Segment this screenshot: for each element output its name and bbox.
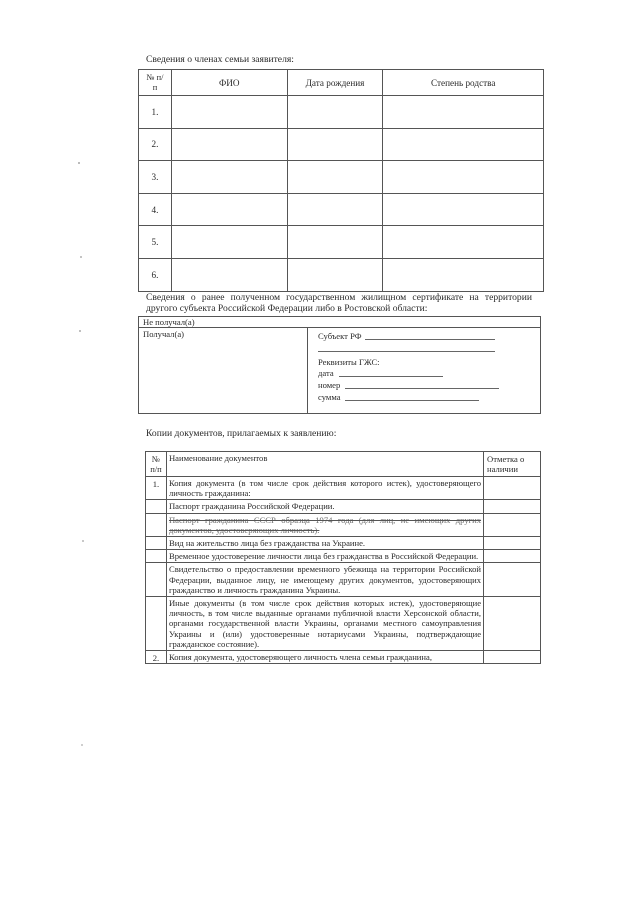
document-name: Временное удостоверение личности лица без гражданства в Российской Федерации. <box>166 550 483 563</box>
subject-field-continued[interactable] <box>318 351 495 352</box>
row-number <box>146 537 167 550</box>
row-number <box>146 597 167 651</box>
availability-mark-cell[interactable] <box>484 513 541 536</box>
scan-speck <box>82 540 84 542</box>
table-row <box>139 128 544 161</box>
name-cell[interactable] <box>171 128 287 161</box>
availability-mark-cell[interactable] <box>484 477 541 500</box>
availability-mark-cell[interactable] <box>484 550 541 563</box>
relation-cell[interactable] <box>383 128 544 161</box>
row-number: 2. <box>139 128 172 161</box>
row-number: 1. <box>139 96 172 129</box>
scan-speck <box>80 256 82 258</box>
dob-cell[interactable] <box>287 161 383 194</box>
not-received-option[interactable]: Не получал(а) <box>143 317 195 327</box>
name-cell[interactable] <box>171 258 287 291</box>
subject-label: Субъект РФ <box>318 331 362 341</box>
availability-mark-cell[interactable] <box>484 651 541 664</box>
table-row <box>139 193 544 226</box>
table-row <box>139 226 544 259</box>
row-number: 5. <box>139 226 172 259</box>
received-option[interactable]: Получал(а) <box>143 329 185 339</box>
certificate-section-heading: Сведения о ранее полученном государственном жилищном сертификате на территории другого субъекта Российской Федерации либо в Ростовской области: <box>146 292 532 314</box>
divider <box>307 327 308 413</box>
scan-speck <box>79 330 81 332</box>
availability-mark-cell[interactable] <box>484 500 541 513</box>
header-document-name: Наименование документов <box>166 452 483 477</box>
row-number <box>146 513 167 536</box>
table-row <box>146 597 541 651</box>
availability-mark-cell[interactable] <box>484 563 541 597</box>
table-row <box>146 563 541 597</box>
table-row <box>146 550 541 563</box>
table-row <box>139 161 544 194</box>
family-section-heading: Сведения о членах семьи заявителя: <box>146 54 294 65</box>
document-name: Копия документа (в том числе срок действия которого истек), удостоверяющего личность гражданина: <box>166 477 483 500</box>
family-table-header-row <box>139 70 544 96</box>
document-name: Вид на жительство лица без гражданства на Украине. <box>166 537 483 550</box>
certificate-info-box <box>138 316 541 414</box>
name-cell[interactable] <box>171 226 287 259</box>
document-name: Паспорт гражданина СССР образца 1974 года (для лиц, не имеющих других документов, удостоверяющих личность). <box>166 513 483 536</box>
number-field[interactable] <box>345 388 499 389</box>
document-name: Паспорт гражданина Российской Федерации. <box>166 500 483 513</box>
relation-cell[interactable] <box>383 226 544 259</box>
sum-label: сумма <box>318 392 341 402</box>
table-row <box>139 258 544 291</box>
row-number <box>146 500 167 513</box>
availability-mark-cell[interactable] <box>484 537 541 550</box>
sum-field[interactable] <box>345 400 479 401</box>
relation-cell[interactable] <box>383 96 544 129</box>
document-name: Копия документа, удостоверяющего личность члена семьи гражданина, <box>166 651 483 664</box>
dob-cell[interactable] <box>287 193 383 226</box>
row-number: 2. <box>146 651 167 664</box>
row-number <box>146 563 167 597</box>
row-number: 4. <box>139 193 172 226</box>
family-members-table <box>138 69 544 292</box>
table-row <box>146 477 541 500</box>
date-label: дата <box>318 368 334 378</box>
relation-cell[interactable] <box>383 193 544 226</box>
name-cell[interactable] <box>171 193 287 226</box>
dob-cell[interactable] <box>287 96 383 129</box>
date-field[interactable] <box>339 376 443 377</box>
documents-table <box>145 451 541 664</box>
table-row <box>146 500 541 513</box>
table-row <box>146 651 541 664</box>
row-number: 6. <box>139 258 172 291</box>
document-name: Свидетельство о предоставлении временного убежища на территории Российской Федерации, выданное лицу, не имеющему других документов, удостоверяющих гражданство и личность гражданина Украины. <box>166 563 483 597</box>
table-row <box>146 537 541 550</box>
name-cell[interactable] <box>171 96 287 129</box>
certificate-details-label: Реквизиты ГЖС: <box>318 357 380 367</box>
divider <box>139 327 540 328</box>
relation-cell[interactable] <box>383 161 544 194</box>
header-relationship: Степень родства <box>383 70 544 96</box>
relation-cell[interactable] <box>383 258 544 291</box>
documents-table-header-row <box>146 452 541 477</box>
header-availability-mark: Отметка о наличии <box>484 452 541 477</box>
row-number <box>146 550 167 563</box>
table-row <box>139 96 544 129</box>
number-label: номер <box>318 380 341 390</box>
header-date-of-birth: Дата рождения <box>287 70 383 96</box>
availability-mark-cell[interactable] <box>484 597 541 651</box>
subject-field[interactable] <box>365 339 495 340</box>
header-full-name: ФИО <box>171 70 287 96</box>
table-row <box>146 513 541 536</box>
dob-cell[interactable] <box>287 128 383 161</box>
dob-cell[interactable] <box>287 226 383 259</box>
name-cell[interactable] <box>171 161 287 194</box>
row-number: 3. <box>139 161 172 194</box>
header-num: № п/п <box>146 452 167 477</box>
scan-speck <box>81 744 83 746</box>
documents-section-heading: Копии документов, прилагаемых к заявлению: <box>146 428 337 439</box>
scan-speck <box>78 162 80 164</box>
row-number: 1. <box>146 477 167 500</box>
document-name: Иные документы (в том числе срок действия которых истек), удостоверяющие личность, в том числе выданные органами публичной власти Херсонской области, органами государственной власти Украины, органами местного самоуправления Украины и (или) удостоверенные нотариусами Украины, подтверждающие гражданское состояние). <box>166 597 483 651</box>
dob-cell[interactable] <box>287 258 383 291</box>
header-num: № п/п <box>139 70 172 96</box>
